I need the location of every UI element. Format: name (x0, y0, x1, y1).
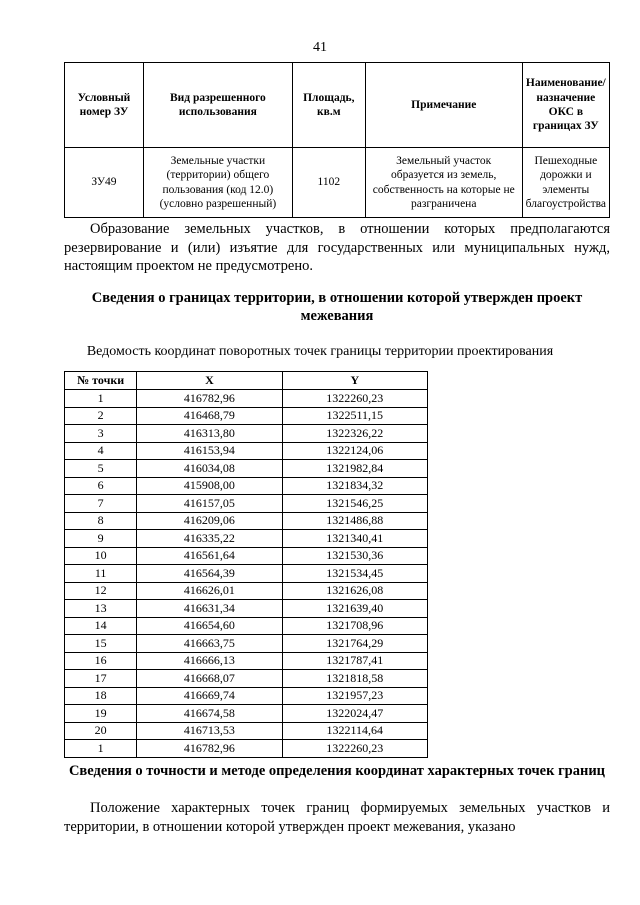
cell-y: 1322024,47 (282, 705, 427, 723)
table-row (65, 582, 428, 600)
cell-y: 1321639,40 (282, 600, 427, 618)
table-row (65, 547, 428, 565)
land-plot-table-header (65, 63, 610, 148)
cell-point-number: 1 (65, 740, 137, 758)
cell-point-number: 19 (65, 705, 137, 723)
table-row (65, 460, 428, 478)
cell-x: 416153,94 (137, 442, 282, 460)
cell-x: 416666,13 (137, 652, 282, 670)
cell-x: 415908,00 (137, 477, 282, 495)
table-row (65, 495, 428, 513)
cell-y: 1322260,23 (282, 740, 427, 758)
table-row (65, 705, 428, 723)
table-row (65, 600, 428, 618)
header-note: Примечание (365, 63, 522, 148)
cell-y: 1322260,23 (282, 390, 427, 408)
cell-x: 416674,58 (137, 705, 282, 723)
table-row (65, 565, 428, 583)
page-number: 41 (313, 40, 327, 55)
section-heading-accuracy: Сведения о точности и методе определения координат характерных точек границ (68, 763, 606, 779)
cell-x: 416668,07 (137, 670, 282, 688)
paragraph-points-position: Положение характерных точек границ формируемых земельных участков и территории, в отношении которой утвержден проект межевания, указано (64, 800, 610, 835)
table-row (65, 617, 428, 635)
cell-point-number: 12 (65, 582, 137, 600)
cell-y: 1322114,64 (282, 722, 427, 740)
cell-point-number: 11 (65, 565, 137, 583)
cell-y: 1321787,41 (282, 652, 427, 670)
header-oks: Наименование/ назначение ОКС в границах ЗУ (522, 63, 609, 148)
table-row (65, 425, 428, 443)
section-heading-boundaries: Сведения о границах территории, в отношении которой утвержден проект межевания (91, 290, 583, 324)
cell-y: 1321534,45 (282, 565, 427, 583)
cell-x: 416034,08 (137, 460, 282, 478)
cell-area: 1102 (292, 148, 365, 218)
cell-point-number: 10 (65, 547, 137, 565)
cell-y: 1321546,25 (282, 495, 427, 513)
cell-y: 1321486,88 (282, 512, 427, 530)
table-row (65, 670, 428, 688)
cell-y: 1321818,58 (282, 670, 427, 688)
header-y: Y (282, 372, 427, 390)
cell-y: 1322326,22 (282, 425, 427, 443)
table-row (65, 477, 428, 495)
cell-x: 416564,39 (137, 565, 282, 583)
table-row (65, 687, 428, 705)
paragraph-reservation: Образование земельных участков, в отношении которых предполагаются резервирование и (или) изъятие для государственных или муниципальных нужд, настоящим проектом не предусмотрено. (64, 221, 610, 274)
header-point-number: № точки (65, 372, 137, 390)
header-permitted-use: Вид разрешенного использования (143, 63, 292, 148)
cell-point-number: 17 (65, 670, 137, 688)
cell-point-number: 7 (65, 495, 137, 513)
cell-y: 1322124,06 (282, 442, 427, 460)
land-plot-table (64, 62, 610, 218)
cell-y: 1321626,08 (282, 582, 427, 600)
header-plot-number: Условный номер ЗУ (65, 63, 144, 148)
coordinates-caption: Ведомость координат поворотных точек границы территории проектирования (86, 344, 554, 359)
cell-point-number: 9 (65, 530, 137, 548)
cell-point-number: 20 (65, 722, 137, 740)
coordinates-table (64, 371, 428, 758)
cell-y: 1321982,84 (282, 460, 427, 478)
cell-x: 416157,05 (137, 495, 282, 513)
cell-point-number: 8 (65, 512, 137, 530)
cell-x: 416468,79 (137, 407, 282, 425)
cell-point-number: 14 (65, 617, 137, 635)
cell-point-number: 16 (65, 652, 137, 670)
cell-permitted-use: Земельные участки (территории) общего пользования (код 12.0) (условно разрешенный) (143, 148, 292, 218)
table-row (65, 652, 428, 670)
table-row (65, 635, 428, 653)
cell-x: 416669,74 (137, 687, 282, 705)
cell-plot-number: ЗУ49 (65, 148, 144, 218)
cell-oks: Пешеходные дорожки и элементы благоустройства (522, 148, 609, 218)
header-x: X (137, 372, 282, 390)
cell-y: 1321530,36 (282, 547, 427, 565)
cell-point-number: 6 (65, 477, 137, 495)
coordinates-table-body (65, 390, 428, 758)
table-row (65, 442, 428, 460)
cell-x: 416313,80 (137, 425, 282, 443)
cell-y: 1321340,41 (282, 530, 427, 548)
cell-y: 1322511,15 (282, 407, 427, 425)
cell-y: 1321834,32 (282, 477, 427, 495)
coordinates-table-header (65, 372, 428, 390)
cell-x: 416663,75 (137, 635, 282, 653)
table-row (65, 407, 428, 425)
cell-x: 416626,01 (137, 582, 282, 600)
table-row (65, 740, 428, 758)
cell-point-number: 4 (65, 442, 137, 460)
cell-x: 416631,34 (137, 600, 282, 618)
cell-point-number: 1 (65, 390, 137, 408)
cell-x: 416782,96 (137, 740, 282, 758)
cell-x: 416713,53 (137, 722, 282, 740)
table-row (65, 512, 428, 530)
cell-note: Земельный участок образуется из земель, собственность на которые не разграничена (365, 148, 522, 218)
header-area: Площадь, кв.м (292, 63, 365, 148)
table-row (65, 148, 610, 218)
table-row (65, 390, 428, 408)
cell-y: 1321957,23 (282, 687, 427, 705)
cell-point-number: 18 (65, 687, 137, 705)
cell-x: 416782,96 (137, 390, 282, 408)
cell-point-number: 13 (65, 600, 137, 618)
cell-y: 1321764,29 (282, 635, 427, 653)
table-row (65, 530, 428, 548)
cell-point-number: 3 (65, 425, 137, 443)
cell-point-number: 5 (65, 460, 137, 478)
cell-point-number: 2 (65, 407, 137, 425)
cell-point-number: 15 (65, 635, 137, 653)
cell-x: 416561,64 (137, 547, 282, 565)
table-row (65, 722, 428, 740)
cell-x: 416654,60 (137, 617, 282, 635)
cell-x: 416209,06 (137, 512, 282, 530)
cell-y: 1321708,96 (282, 617, 427, 635)
cell-x: 416335,22 (137, 530, 282, 548)
